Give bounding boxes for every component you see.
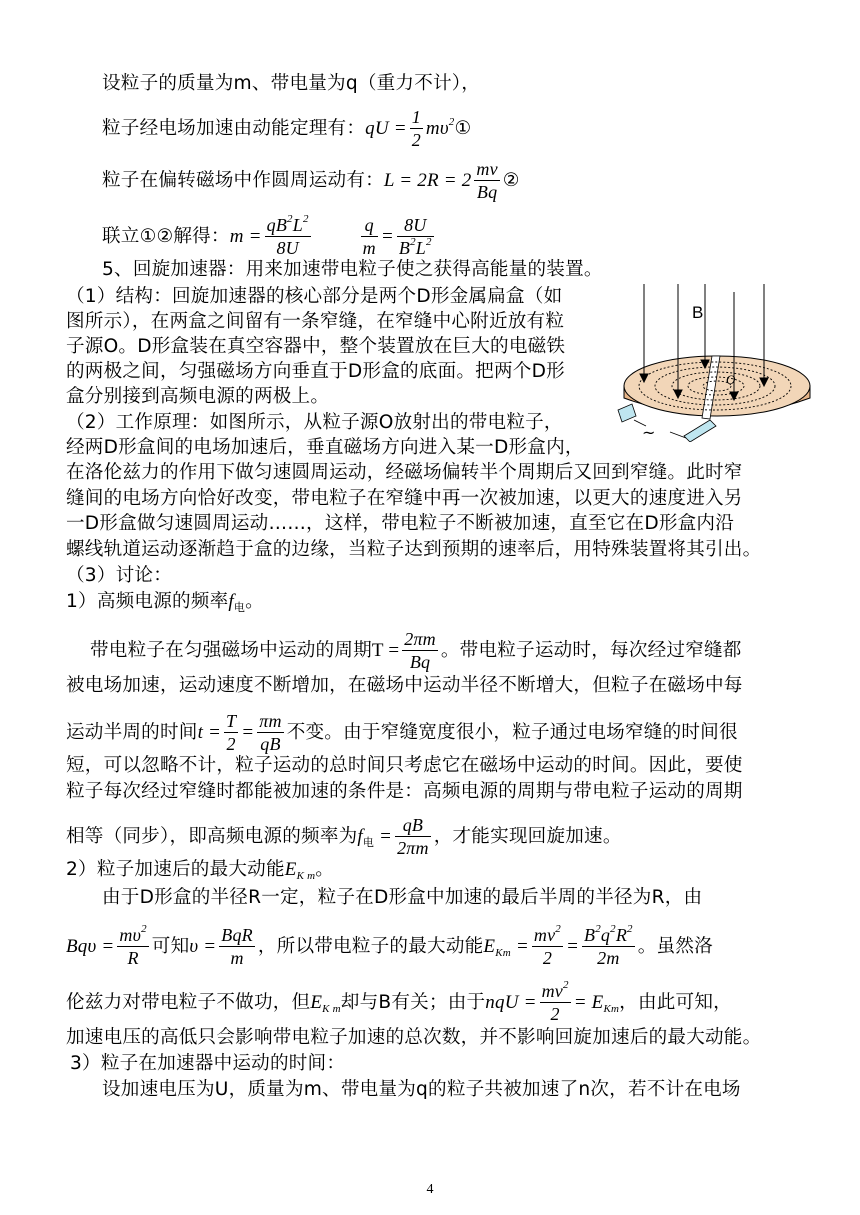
formula-f-dian-eq: $f_电$ = bbox=[357, 826, 393, 849]
text-line-principle-4: 缝间的电场方向恰好改变，带电粒子在窄缝中再一次被加速，以更大的速度进入另 bbox=[66, 488, 743, 509]
fraction-2pim-Bq: $\frac{2\pi m}{Bq}$ bbox=[404, 629, 436, 672]
text-line-structure-1: （1）结构：回旋加速器的核心部分是两个D形金属扁盒（如 bbox=[66, 286, 563, 307]
cyclotron-figure bbox=[612, 282, 822, 442]
text-line-period: 带电粒子在匀强磁场中运动的周期T = $\frac{2\pi m}{Bq}$ 。带电粒子运动时，每次经过窄缝都 bbox=[90, 629, 742, 672]
section-heading-discussion: （3）讨论： bbox=[66, 565, 172, 586]
formula-L2R: L = 2R = 2 bbox=[383, 170, 472, 191]
text-line-period-3: 运动半周的时间t = $\frac{T}{2}$ = $\frac{\pi m}{qB}$ 不变。由于窄缝宽度很小，粒子通过电场窄缝的时间很 bbox=[66, 711, 738, 754]
circled-1: ① bbox=[454, 118, 472, 139]
electrode-right bbox=[684, 420, 716, 442]
text-line-structure-3: 子源O。D形盒装在真空容器中，整个装置放在巨大的电磁铁 bbox=[66, 336, 566, 357]
circled-2: ② bbox=[502, 170, 520, 191]
fraction-mv2-2: $\frac{mv^2}{2}$ bbox=[533, 923, 561, 968]
text-segment: 联立①②解得： bbox=[102, 226, 230, 247]
text-line-period-4: 短，可以忽略不计，粒子运动的总时间只考虑它在磁场中运动的时间。因此，要使 bbox=[66, 755, 743, 776]
label-B: B bbox=[692, 303, 704, 322]
text-segment: 粒子经电场加速由动能定理有： bbox=[102, 118, 366, 139]
text-line-period-2: 被电场加速，运动速度不断增加，在磁场中运动半径不断增大，但粒子在磁场中每 bbox=[66, 675, 743, 696]
formula-v-eq: υ = bbox=[189, 936, 217, 957]
text-line-time-heading: 3）粒子在加速器中运动的时间： bbox=[70, 1053, 346, 1074]
text-line-structure-4: 的两极之间，匀强磁场方向垂直于D形盒的底面。把两个D形 bbox=[66, 361, 565, 382]
fraction-half: $\frac{1}{2}$ bbox=[411, 107, 421, 150]
text-line-principle-1: （2）工作原理：如图所示，从粒子源O放射出的带电粒子， bbox=[66, 412, 563, 433]
formula-m-eq: m = bbox=[229, 226, 262, 247]
electrode-left bbox=[618, 404, 636, 422]
formula-t-eq: t = bbox=[197, 722, 222, 743]
fraction-q-m: $\frac{q}{m}$ bbox=[362, 215, 376, 258]
fraction-mv-Bq: $\frac{mv}{Bq}$ bbox=[476, 159, 498, 202]
formula-qU: qU = bbox=[365, 118, 407, 139]
text-line-ekm-3: 伦兹力对带电粒子不做功，但$E_{K m}$却与B有关；由于nqU = $\frac{mv^2}{2}$ = $E_{Km}$，由此可知， bbox=[66, 979, 732, 1024]
formula-Ekm-eq: $E_{Km}$ = bbox=[483, 936, 529, 959]
text-segment: 粒子在偏转磁场中作圆周运动有： bbox=[102, 170, 384, 191]
text-line-principle-6: 螺线轨道运动逐渐趋于盒的边缘，当粒子达到预期的速率后，用特殊装置将其引出。 bbox=[66, 539, 762, 560]
text-line-frequency-heading: 1）高频电源的频率$f_电$。 bbox=[66, 591, 264, 614]
formula-Ekm: $E_{K m}$ bbox=[284, 859, 316, 882]
text-line-structure-5: 盒分别接到高频电源的两极上。 bbox=[66, 386, 330, 407]
fraction-pim-qB: $\frac{\pi m}{qB}$ bbox=[259, 711, 282, 754]
text-line-structure-2: 图所示），在两盒之间留有一条窄缝，在窄缝中心附近放有粒 bbox=[66, 311, 565, 332]
fraction-qB2L2-8U: $\frac{qB^2L^2}{8U}$ bbox=[266, 213, 309, 258]
formula-nqU: nqU = bbox=[485, 992, 537, 1013]
ac-source-icon: ~ bbox=[642, 423, 656, 442]
formula-Bqv: Bqυ = bbox=[66, 936, 115, 957]
fraction-mv2-R: $\frac{m\upsilon^2}{R}$ bbox=[119, 923, 147, 968]
fraction-BqR-m: $\frac{\text{BqR}}{m}$ bbox=[221, 925, 253, 968]
formula-Ekm-inline: $E_{K m}$ bbox=[310, 992, 341, 1015]
text-line-period-6: 相等（同步），即高频电源的频率为$f_电$ = $\frac{qB}{2\pi m}$ ，才能实现回旋加速。 bbox=[66, 815, 622, 858]
text-line-ekm-1: 由于D形盒的半径R一定，粒子在D形盒中加速的最后半周的半径为R，由 bbox=[102, 887, 703, 908]
text-line-ekm-2: Bqυ = $\frac{m\upsilon^2}{R}$ 可知υ = $\frac{\text{BqR}}{m}$ ，所以带电粒子的最大动能$E_{Km}$ = $\frac{mv^2}{2}$ = $\frac{B^2q^2R^2}{2m}$ 。虽然洛 bbox=[66, 923, 713, 968]
formula-eq: = bbox=[380, 226, 394, 247]
text-line-period-5: 粒子每次经过窄缝时都能被加速的条件是：高频电源的周期与带电粒子运动的周期 bbox=[66, 781, 743, 802]
fraction-qB-2pim: $\frac{qB}{2\pi m}$ bbox=[397, 815, 429, 858]
label-O: O bbox=[726, 372, 736, 387]
text-line-2 bbox=[102, 106, 471, 151]
text-line-ekm-4: 加速电压的高低只会影响带电粒子加速的总次数，并不影响回旋加速后的最大动能。 bbox=[66, 1027, 762, 1048]
formula-mv2: $m\upsilon^2$ bbox=[425, 116, 455, 139]
text-line-ekm-heading: 2）粒子加速后的最大动能$E_{K m}$。 bbox=[66, 859, 335, 882]
text-line-1: 设粒子的质量为m、带电量为q（重力不计）， bbox=[102, 73, 481, 94]
fraction-mv2-2b: $\frac{mv^2}{2}$ bbox=[541, 979, 569, 1024]
fraction-B2q2R2-2m: $\frac{B^2q^2R^2}{2m}$ bbox=[584, 923, 633, 968]
formula-f-dian: $f_电$ bbox=[228, 591, 246, 614]
formula-T-eq: T = bbox=[371, 640, 400, 661]
text-line-time-1: 设加速电压为U，质量为m、带电量为q的粒子共被加速了n次，若不计在电场 bbox=[102, 1079, 741, 1100]
section-heading-5: 5、回旋加速器：用来加速带电粒子使之获得高能量的装置。 bbox=[102, 259, 603, 280]
fraction-8U-B2L2: $\frac{8U}{B^2L^2}$ bbox=[398, 215, 432, 258]
text-line-3 bbox=[102, 158, 520, 203]
fraction-T-2: $\frac{T}{2}$ bbox=[226, 711, 237, 754]
page-number: 4 bbox=[426, 1182, 434, 1197]
text-line-principle-2: 经两D形盒间的电场加速后，垂直磁场方向进入某一D形盒内， bbox=[66, 437, 584, 458]
text-line-4 bbox=[102, 214, 437, 259]
text-line-principle-5: 一D形盒做匀速圆周运动……，这样，带电粒子不断被加速，直至它在D形盒内沿 bbox=[66, 513, 735, 534]
text-line-principle-3: 在洛伦兹力的作用下做匀速圆周运动，经磁场偏转半个周期后又回到窄缝。此时窄 bbox=[66, 462, 743, 483]
